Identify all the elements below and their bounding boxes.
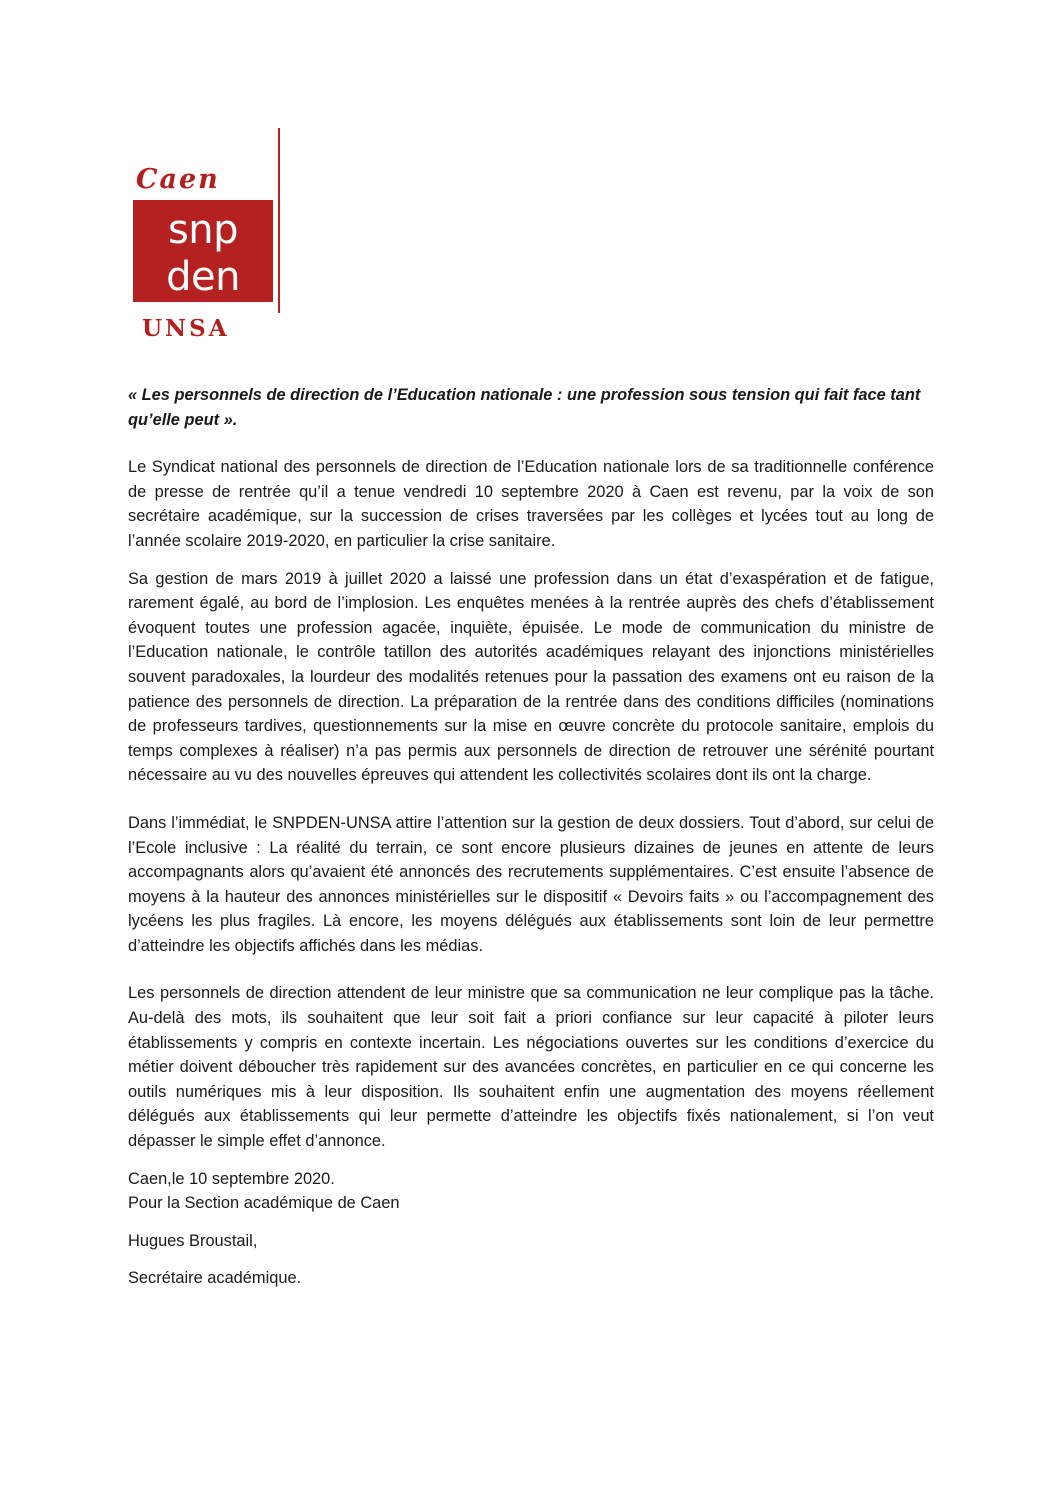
logo-city: Caen: [136, 164, 220, 195]
logo-org: UNSA: [142, 315, 230, 342]
signature-block: [128, 1167, 934, 1291]
document-title: « Les personnels de direction de l’Education nationale : une profession sous tension qui fait face tant qu’elle peut ».: [128, 386, 921, 429]
signature-name: Hugues Broustail,: [128, 1231, 258, 1250]
paragraph-dossiers: Dans l’immédiat, le SNPDEN-UNSA attire l’attention sur la gestion de deux dossiers. Tout d’abord, sur celui de l’Ecole inclusive : La réalité du terrain, ce sont encore plusieurs dizaines de jeunes en attente de leurs accompagnants alors qu’avaient été annoncés des recrutements supplémentaires. C’est ensuite l’absence de moyens à la hauteur des annonces ministérielles sur le dispositif « Devoirs faits » ou l’accompagnement des lycéens les plus fragiles. Là encore, les moyens délégués aux établissements sont loin de leur permettre d’atteindre les objectifs affichés dans les médias.: [128, 813, 934, 955]
paragraph-expectations: Les personnels de direction attendent de leur ministre que sa communication ne leur complique pas la tâche. Au-delà des mots, ils souhaitent que leur soit fait a priori confiance sur leur capacité à piloter leurs établissements y compris en contexte incertain. Les négociations ouvertes sur les conditions d’exercice du métier doivent déboucher très rapidement sur des avancées concrètes, en particulier en ce qui concerne les outils numériques mis à leur disposition. Ils souhaitent enfin une augmentation des moyens réellement délégués aux établissements qui leur permette d’atteindre les objectifs fixés nationalement, si l’on veut dépasser le simple effet d’annonce.: [128, 984, 934, 1151]
signature-role: Secrétaire académique.: [128, 1269, 302, 1288]
logo-line-2: den: [166, 254, 240, 300]
logo-line-1: snp: [167, 207, 239, 253]
snpden-unsa-logo: [128, 128, 288, 343]
logo-vertical-line: [278, 128, 280, 313]
logo-red-box: [133, 200, 273, 302]
paragraph-crisis: Sa gestion de mars 2019 à juillet 2020 a laissé une profession dans un état d’exaspération et de fatigue, rarement égalé, au bord de l’implosion. Les enquêtes menées à la rentrée auprès des chefs d’établissement évoquent toutes une profession agacée, inquiète, épuisée. Le mode de communication du ministre de l’Education nationale, le contrôle tatillon des autorités académiques relayant des injonctions ministérielles souvent paradoxales, la lourdeur des modalités retenues pour la passation des examens ont eu raison de la patience des personnels de direction. La préparation de la rentrée dans des conditions difficiles (nominations de professeurs tardives, questionnements sur la mise en œuvre concrète du protocole sanitaire, emplois du temps complexes à réaliser) n’a pas permis aux personnels de direction de retrouver une sérénité pourtant nécessaire au vu des nouvelles épreuves qui attendent les collectivités scolaires dont ils ont la charge.: [128, 569, 934, 785]
signature-place-date: Caen,le 10 septembre 2020.: [128, 1169, 335, 1188]
document-body: [128, 383, 934, 1291]
paragraph-intro: Le Syndicat national des personnels de direction de l’Education nationale lors de sa traditionnelle conférence de presse de rentrée qu’il a tenue vendredi 10 septembre 2020 à Caen est revenu, par la voix de son secrétaire académique, sur la succession de crises traversées par les collèges et lycées tout au long de l’année scolaire 2019-2020, en particulier la crise sanitaire.: [128, 458, 934, 550]
signature-section: Pour la Section académique de Caen: [128, 1194, 400, 1213]
